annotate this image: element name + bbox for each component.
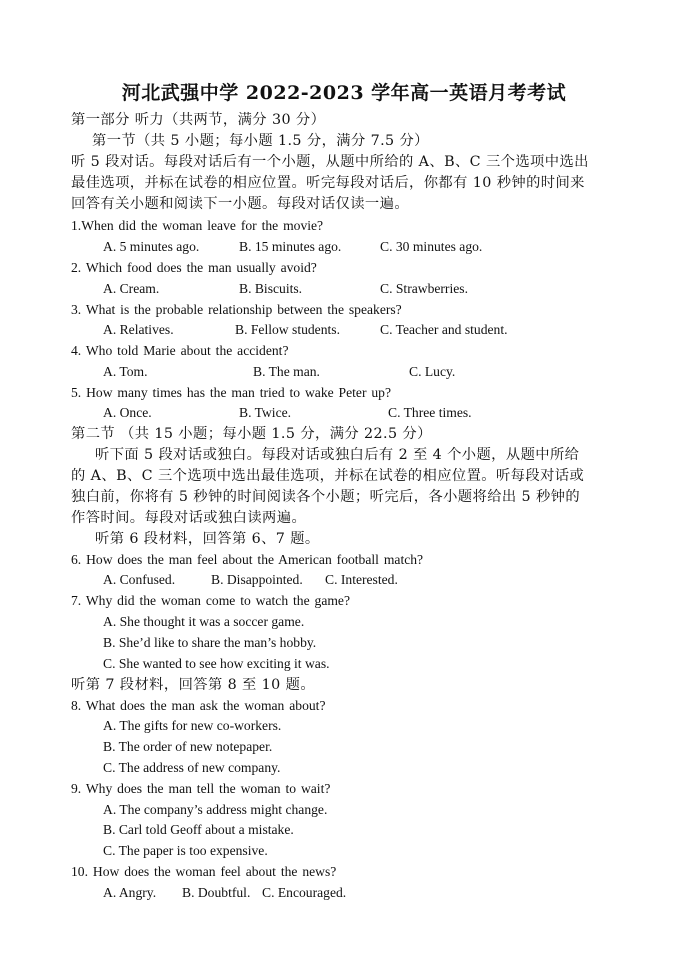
q4-option-a: A. Tom.	[103, 364, 148, 379]
q1-option-a: A. 5 minutes ago.	[103, 239, 200, 254]
q7-option-b: B. She’d like to share the man’s hobby.	[103, 635, 317, 650]
q9-option-b: B. Carl told Geoff about a mistake.	[103, 822, 294, 837]
q7-option-c: C. She wanted to see how exciting it was.	[103, 656, 330, 671]
section2-instructions-line: 独白前，你将有 5 秒钟的时间阅读各个小题；听完后，各小题将给出 5 秒钟的	[71, 489, 581, 505]
q10-option-b: B. Doubtful.	[182, 885, 251, 900]
q9-option-c: C. The paper is too expensive.	[103, 843, 268, 858]
q7-option-a: A. She thought it was a soccer game.	[103, 614, 305, 629]
question-2: 2. Which food does the man usually avoid?	[71, 260, 317, 275]
q8-option-c: C. The address of new company.	[103, 760, 281, 775]
question-9: 9. Why does the man tell the woman to wait?	[71, 781, 331, 796]
question-5: 5. How many times has the man tried to wake Peter up?	[71, 385, 392, 400]
exam-title: 河北武强中学 2022-2023 学年高一英语月考考试	[121, 82, 567, 104]
q1-option-c: C. 30 minutes ago.	[380, 239, 483, 254]
q9-option-a: A. The company’s address might change.	[103, 802, 328, 817]
q5-option-c: C. Three times.	[388, 405, 472, 420]
q3-option-c: C. Teacher and student.	[380, 322, 508, 337]
section1-heading: 第一节（共 5 小题；每小题 1.5 分，满分 7.5 分）	[92, 133, 429, 149]
section1-instructions-line: 最佳选项，并标在试卷的相应位置。听完每段对话后，你都有 10 秒钟的时间来	[71, 175, 585, 191]
q3-option-b: B. Fellow students.	[235, 322, 340, 337]
question-10: 10. How does the woman feel about the news?	[71, 864, 337, 879]
section2-instructions-line: 的 A、B、C 三个选项中选出最佳选项，并标在试卷的相应位置。听每段对话或	[71, 468, 585, 484]
q6-option-c: C. Interested.	[325, 572, 398, 587]
part1-heading: 第一部分 听力（共两节，满分 30 分）	[71, 112, 326, 128]
section2-instructions-line: 作答时间。每段对话或独白读两遍。	[71, 510, 307, 526]
question-4: 4. Who told Marie about the accident?	[71, 343, 289, 358]
q10-option-c: C. Encouraged.	[262, 885, 347, 900]
question-1: 1.When did the woman leave for the movie?	[71, 218, 324, 233]
q10-option-a: A. Angry.	[103, 885, 157, 900]
q4-option-c: C. Lucy.	[409, 364, 456, 379]
material-7-note: 听第 7 段材料，回答第 8 至 10 题。	[71, 677, 316, 693]
q1-option-b: B. 15 minutes ago.	[239, 239, 342, 254]
q3-option-a: A. Relatives.	[103, 322, 174, 337]
q5-option-a: A. Once.	[103, 405, 152, 420]
q2-option-c: C. Strawberries.	[380, 281, 468, 296]
material-6-note: 听第 6 段材料，回答第 6、7 题。	[95, 531, 320, 547]
section1-instructions-line: 听 5 段对话。每段对话后有一个小题，从题中所给的 A、B、C 三个选项中选出	[71, 154, 589, 170]
section1-instructions-line: 回答有关小题和阅读下一小题。每段对话仅读一遍。	[71, 196, 410, 212]
question-6: 6. How does the man feel about the American football match?	[71, 552, 424, 567]
q4-option-b: B. The man.	[253, 364, 320, 379]
question-3: 3. What is the probable relationship between the speakers?	[71, 302, 402, 317]
q8-option-b: B. The order of new notepaper.	[103, 739, 273, 754]
q6-option-b: B. Disappointed.	[211, 572, 303, 587]
q2-option-a: A. Cream.	[103, 281, 160, 296]
section2-instructions-line: 听下面 5 段对话或独白。每段对话或独白后有 2 至 4 个小题，从题中所给	[95, 447, 580, 463]
section2-heading: 第二节 （共 15 小题；每小题 1.5 分，满分 22.5 分）	[71, 426, 432, 442]
q8-option-a: A. The gifts for new co-workers.	[103, 718, 282, 733]
question-8: 8. What does the man ask the woman about?	[71, 698, 326, 713]
q5-option-b: B. Twice.	[239, 405, 292, 420]
question-7: 7. Why did the woman come to watch the game?	[71, 593, 351, 608]
q6-option-a: A. Confused.	[103, 572, 176, 587]
q2-option-b: B. Biscuits.	[239, 281, 303, 296]
